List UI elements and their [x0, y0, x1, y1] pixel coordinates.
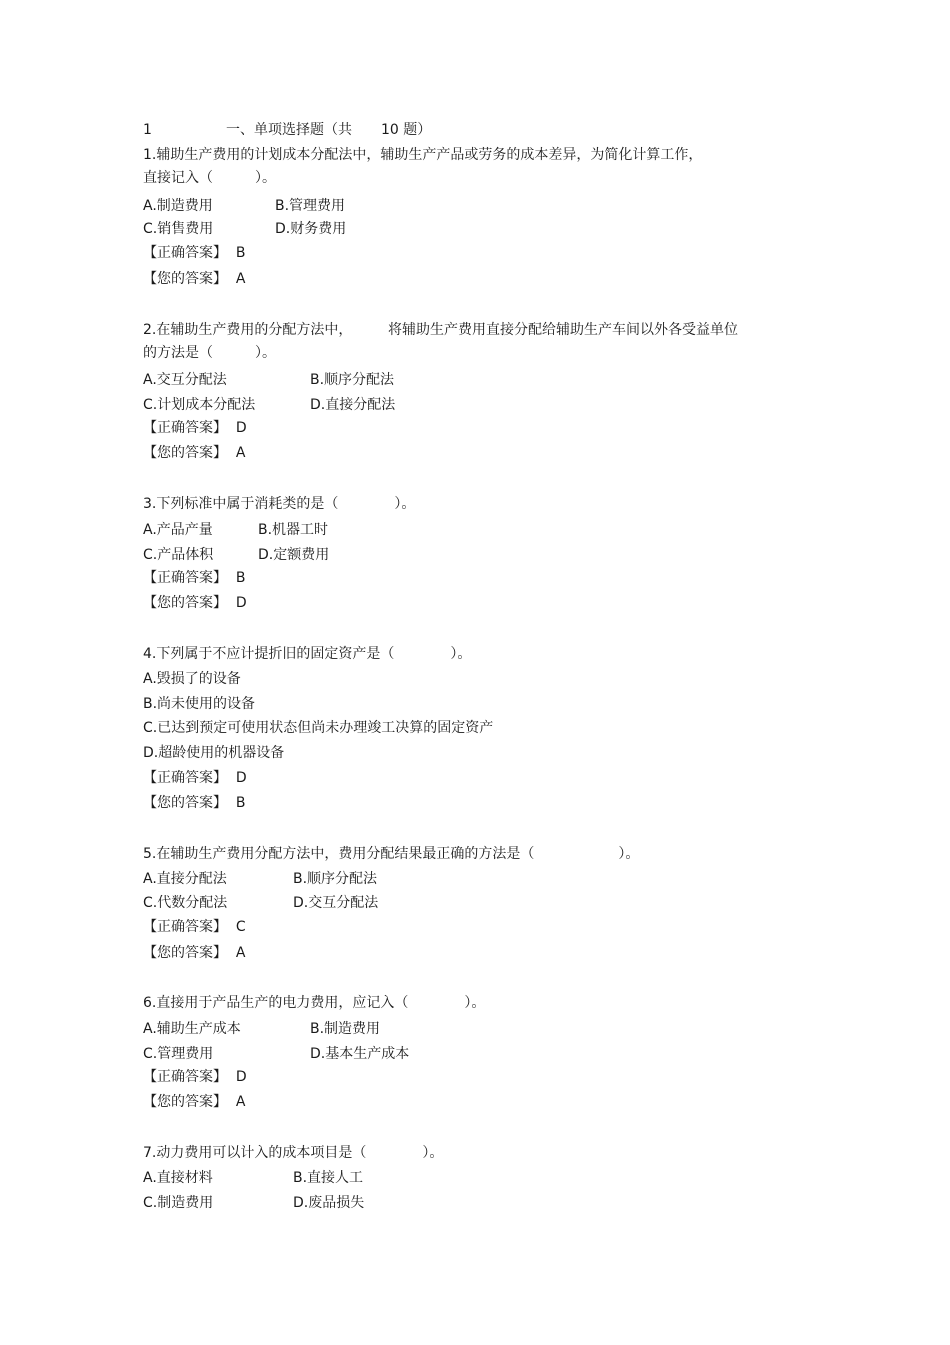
- question-7-line-1: 7.动力费用可以计入的成本项目是（ ）。: [143, 1145, 444, 1161]
- question-7-option-d: D.废品损失: [293, 1195, 365, 1211]
- question-1-option-b: B.管理费用: [275, 198, 346, 214]
- question-6-correct-answer: 【正确答案】 D: [143, 1069, 247, 1085]
- question-4-option-b: B.尚未使用的设备: [143, 696, 256, 712]
- question-7-option-b: B.直接人工: [293, 1170, 364, 1186]
- section-number: 1: [143, 122, 152, 138]
- question-3-correct-answer: 【正确答案】 B: [143, 570, 246, 586]
- question-1-option-a: A.制造费用: [143, 198, 213, 214]
- question-4-option-a: A.毁损了的设备: [143, 671, 241, 687]
- question-6-your-answer: 【您的答案】 A: [143, 1094, 246, 1110]
- question-1-line-2: 直接记入（ ）。: [143, 170, 276, 186]
- question-5-option-d: D.交互分配法: [293, 895, 379, 911]
- question-3-option-a: A.产品产量: [143, 522, 213, 538]
- question-2-option-a: A.交互分配法: [143, 372, 227, 388]
- question-2-option-c: C.计划成本分配法: [143, 397, 256, 413]
- question-6-option-c: C.管理费用: [143, 1046, 214, 1062]
- question-5-correct-answer: 【正确答案】 C: [143, 919, 246, 935]
- question-7-option-c: C.制造费用: [143, 1195, 214, 1211]
- question-3-option-b: B.机器工时: [258, 522, 329, 538]
- question-3-option-d: D.定额费用: [258, 547, 330, 563]
- question-1-your-answer: 【您的答案】 A: [143, 271, 246, 287]
- question-2-option-d: D.直接分配法: [310, 397, 396, 413]
- question-2-your-answer: 【您的答案】 A: [143, 445, 246, 461]
- question-1-option-d: D.财务费用: [275, 221, 347, 237]
- question-6-option-d: D.基本生产成本: [310, 1046, 410, 1062]
- question-2-line-2: 的方法是（ ）。: [143, 345, 276, 361]
- question-5-option-c: C.代数分配法: [143, 895, 228, 911]
- question-2-option-b: B.顺序分配法: [310, 372, 395, 388]
- question-3-your-answer: 【您的答案】 D: [143, 595, 247, 611]
- question-5-option-a: A.直接分配法: [143, 871, 227, 887]
- question-5-option-b: B.顺序分配法: [293, 871, 378, 887]
- question-5-line-1: 5.在辅助生产费用分配方法中，费用分配结果最正确的方法是（ ）。: [143, 846, 640, 862]
- question-5-your-answer: 【您的答案】 A: [143, 945, 246, 961]
- question-4-your-answer: 【您的答案】 B: [143, 795, 246, 811]
- question-4-option-c: C.已达到预定可使用状态但尚未办理竣工决算的固定资产: [143, 720, 494, 736]
- question-7-option-a: A.直接材料: [143, 1170, 213, 1186]
- question-4-option-d: D.超龄使用的机器设备: [143, 745, 285, 761]
- question-1-correct-answer: 【正确答案】 B: [143, 245, 246, 261]
- question-1-option-c: C.销售费用: [143, 221, 214, 237]
- question-2-correct-answer: 【正确答案】 D: [143, 420, 247, 436]
- question-3-option-c: C.产品体积: [143, 547, 214, 563]
- section-title: 一、单项选择题（共: [226, 122, 352, 138]
- section-count: 10 题）: [381, 122, 432, 138]
- question-6-line-1: 6.直接用于产品生产的电力费用，应记入（ ）。: [143, 995, 486, 1011]
- question-3-line-1: 3.下列标准中属于消耗类的是（ ）。: [143, 496, 416, 512]
- question-1-line-1: 1.辅助生产费用的计划成本分配法中，辅助生产产品或劳务的成本差异，为简化计算工作，: [143, 147, 703, 163]
- question-6-option-b: B.制造费用: [310, 1021, 381, 1037]
- question-4-line-1: 4.下列属于不应计提折旧的固定资产是（ ）。: [143, 646, 472, 662]
- question-2-line-1a: 2.在辅助生产费用的分配方法中，: [143, 322, 353, 338]
- question-2-line-1b: 将辅助生产费用直接分配给辅助生产车间以外各受益单位: [388, 322, 738, 338]
- question-4-correct-answer: 【正确答案】 D: [143, 770, 247, 786]
- question-6-option-a: A.辅助生产成本: [143, 1021, 241, 1037]
